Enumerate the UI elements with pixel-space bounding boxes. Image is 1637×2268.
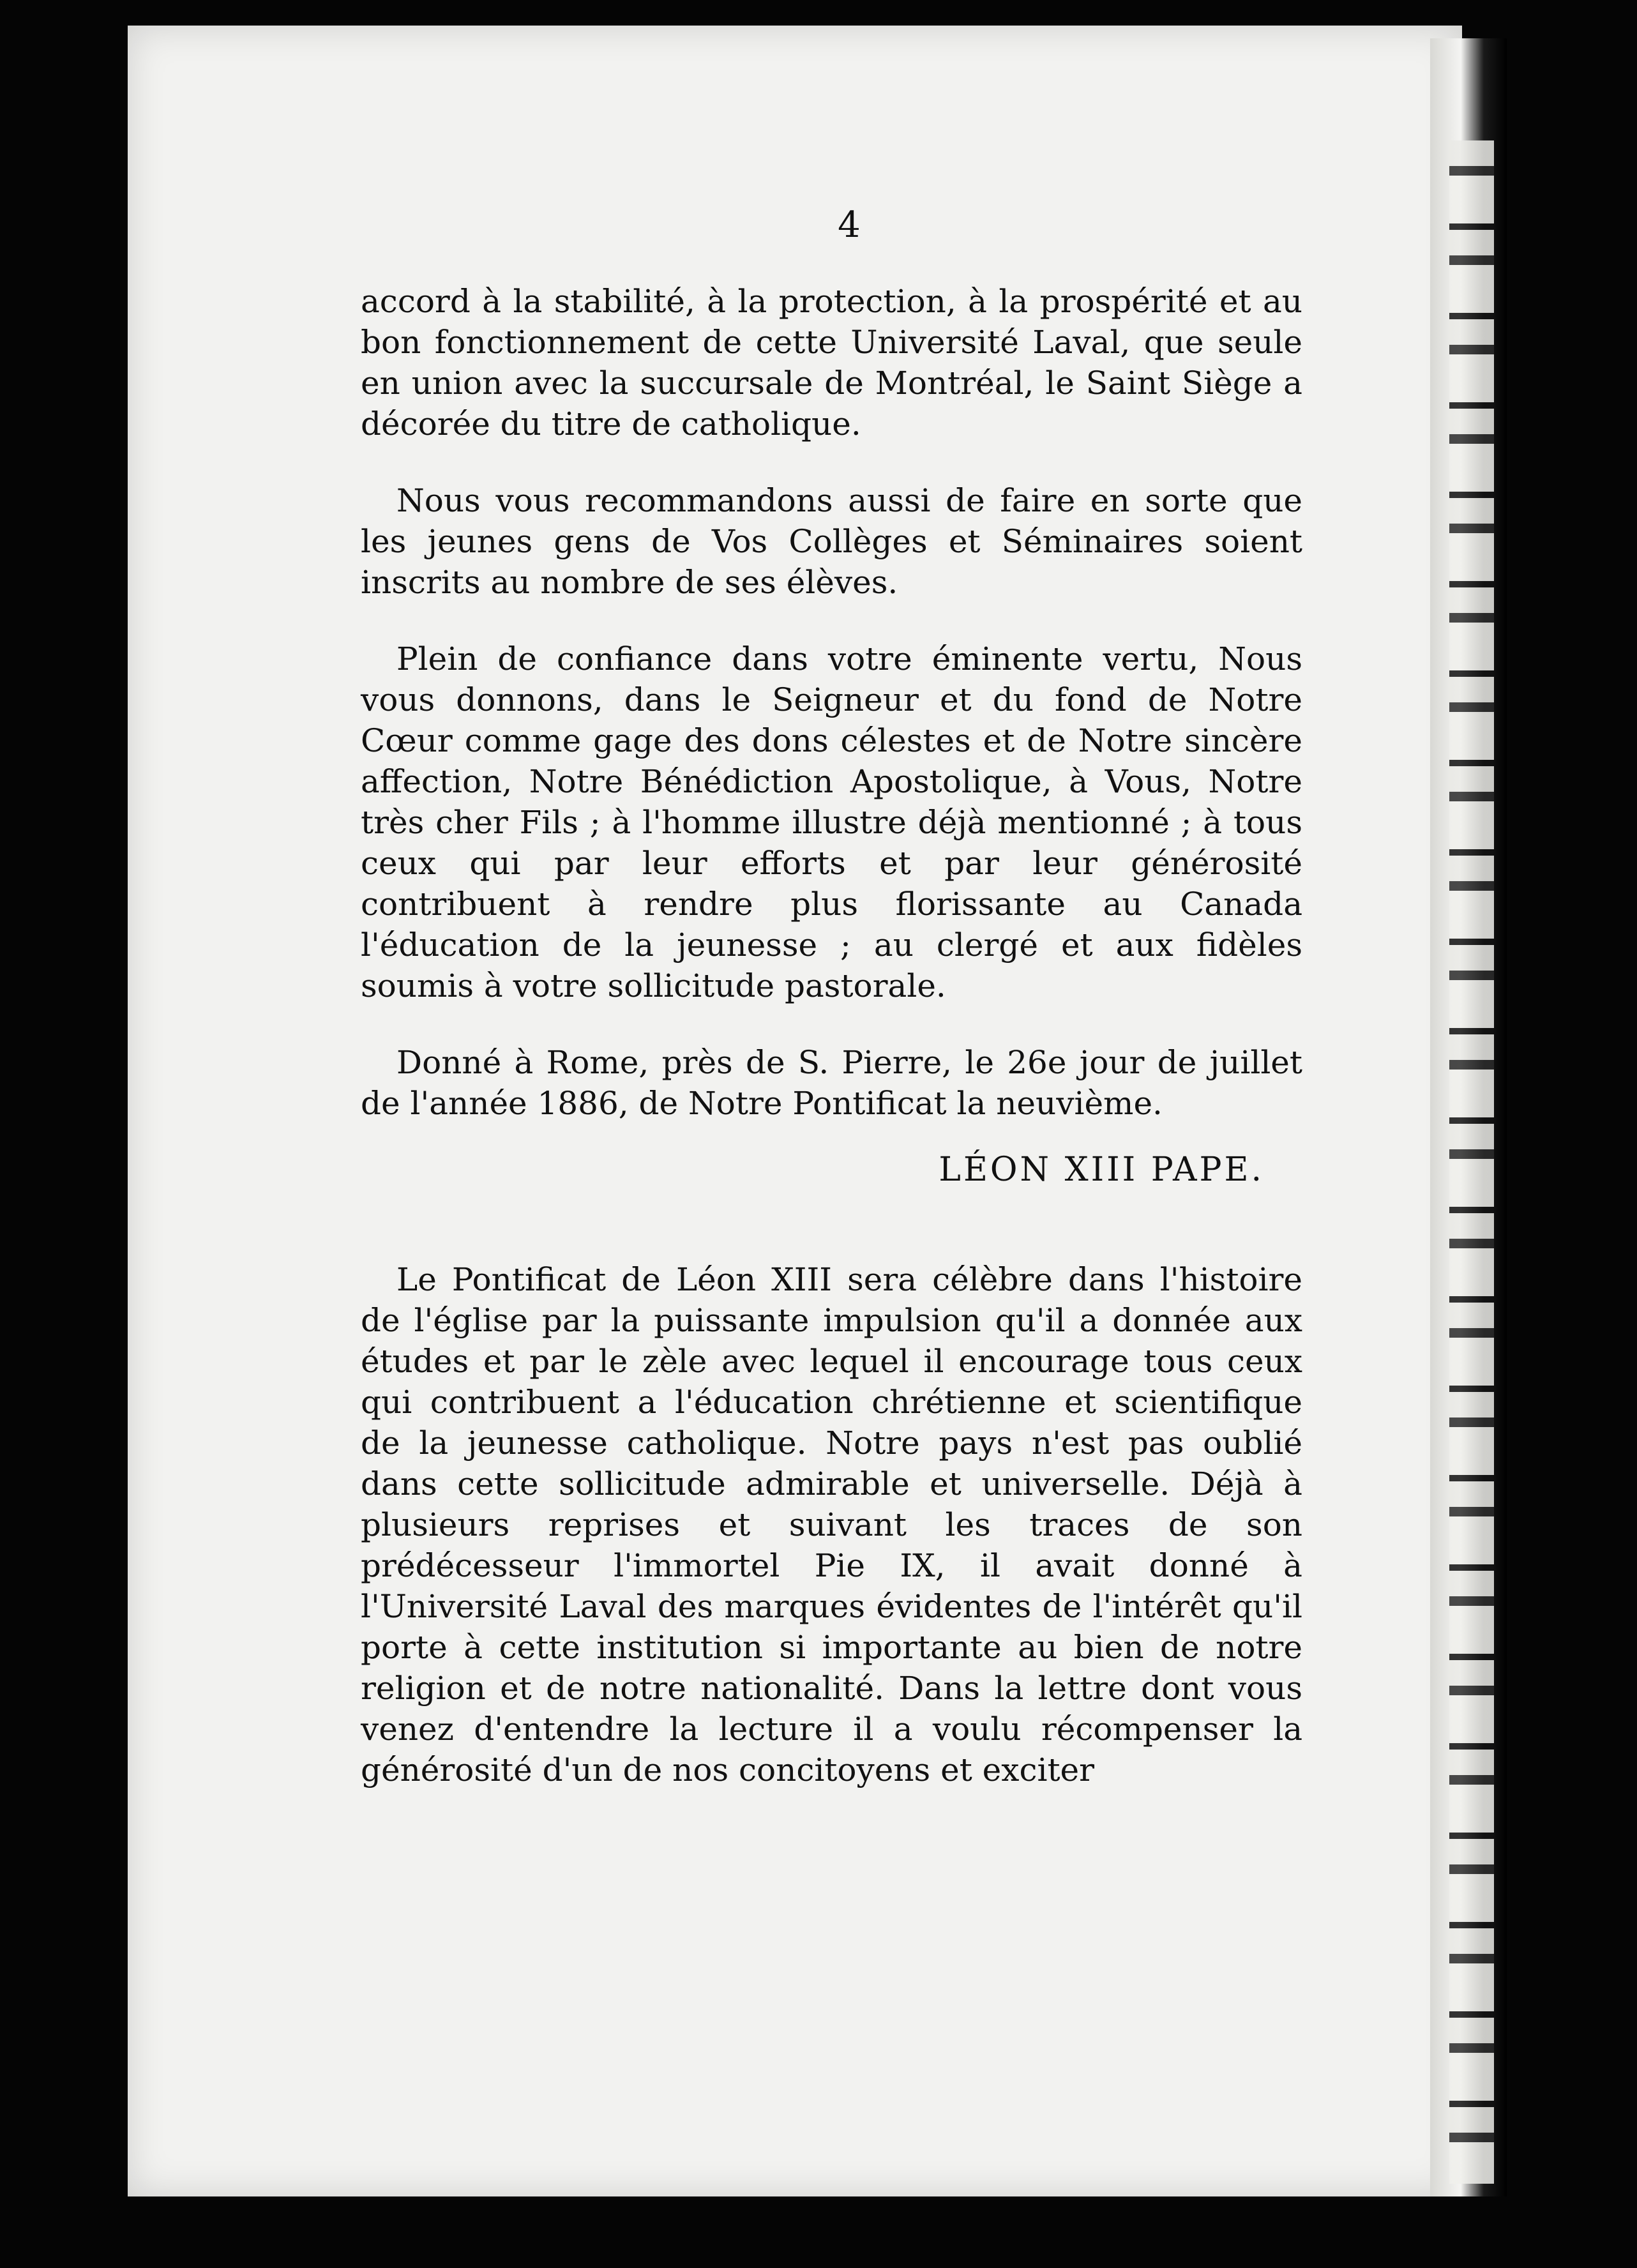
paragraph-2: Nous vous recommandons aussi de faire en sorte que les jeunes gens de Vos Collèges et Séminaires soient inscrits au nombre de ses élèves. bbox=[361, 482, 1302, 601]
torn-binding-strip bbox=[1449, 140, 1494, 2184]
paragraph-4: Donné à Rome, près de S. Pierre, le 26e jour de juillet de l'année 1886, de Notre Pontificat la neuvième. bbox=[361, 1044, 1302, 1122]
paragraph-gap bbox=[361, 603, 1302, 639]
document-body bbox=[361, 192, 1302, 1790]
paragraph-1: accord à la stabilité, à la protection, à la prospérité et au bon fonctionnement de cette Université Laval, que seule en union avec la succursale de Montréal, le Saint Siège a décorée du titre de catholique. bbox=[361, 283, 1302, 442]
signature-line: LÉON XIII PAPE. bbox=[939, 1151, 1264, 1189]
paragraph-gap bbox=[361, 1006, 1302, 1042]
paragraph-gap bbox=[361, 444, 1302, 480]
paragraph-3: Plein de confiance dans votre éminente vertu, Nous vous donnons, dans le Seigneur et du fond de Notre Cœur comme gage des dons célestes et de Notre sincère affection, Notre Bénédiction Apostolique, à Vous, Notre très cher Fils ; à l'homme illustre déjà mentionné ; à tous ceux qui par leur efforts et par leur générosité contribuent à rendre plus florissante au Canada l'éducation de la jeunesse ; au clergé et aux fidèles soumis à votre sollicitude pastorale. bbox=[361, 640, 1302, 1004]
paragraph-5: Le Pontificat de Léon XIII sera célèbre dans l'histoire de l'église par la puissante impulsion qu'il a donnée aux études et par le zèle avec lequel il encourage tous ceux qui contribuent a l'éducation chrétienne et scientifique de la jeunesse catholique. Notre pays n'est pas oublié dans cette sollicitude admirable et universelle. Déjà à plusieurs reprises et suivant les traces de son prédécesseur l'immortel Pie IX, il avait donné à l'Université Laval des marques évidentes de l'intérêt qu'il porte à cette institution si importante au bien de notre religion et de notre nationalité. Dans la lettre dont vous venez d'entendre la lecture il a voulu récompenser la générosité d'un de nos concitoyens et exciter bbox=[361, 1261, 1302, 1788]
paragraph-gap bbox=[361, 1223, 1302, 1259]
page-number: 4 bbox=[838, 204, 861, 246]
